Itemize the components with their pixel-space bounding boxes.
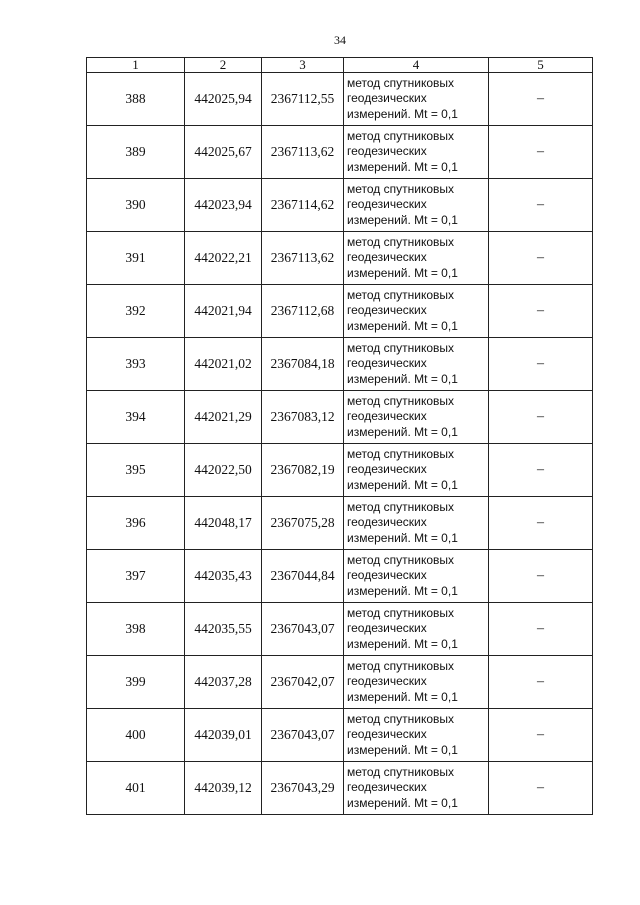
point-number-cell: 390 — [87, 179, 185, 232]
method-line: измерений. Mt = 0,1 — [347, 530, 458, 545]
x-coordinate-cell: 442035,55 — [185, 603, 262, 656]
note-cell: – — [489, 603, 593, 656]
method-line: геодезических — [347, 197, 427, 212]
method-line: геодезических — [347, 568, 427, 583]
point-number-cell: 401 — [87, 762, 185, 815]
method-line: геодезических — [347, 303, 427, 318]
method-line: геодезических — [347, 409, 427, 424]
table-body — [87, 73, 593, 815]
y-coordinate-cell: 2367113,62 — [262, 126, 344, 179]
method-line: метод спутниковых — [347, 181, 455, 196]
method-line: метод спутниковых — [347, 552, 455, 567]
method-line: геодезических — [347, 144, 427, 159]
method-line: измерений. Mt = 0,1 — [347, 477, 458, 492]
note-cell: – — [489, 709, 593, 762]
header-col-3: 3 — [262, 58, 344, 73]
method-line: геодезических — [347, 462, 427, 477]
method-line: измерений. Mt = 0,1 — [347, 742, 458, 757]
method-line: метод спутниковых — [347, 446, 455, 461]
table-header — [87, 58, 593, 73]
method-cell — [344, 656, 489, 709]
table-row — [87, 497, 593, 550]
method-line: метод спутниковых — [347, 605, 455, 620]
method-line: измерений. Mt = 0,1 — [347, 106, 458, 121]
header-col-5: 5 — [489, 58, 593, 73]
table-row — [87, 603, 593, 656]
note-cell: – — [489, 126, 593, 179]
y-coordinate-cell: 2367084,18 — [262, 338, 344, 391]
method-cell — [344, 285, 489, 338]
note-cell: – — [489, 656, 593, 709]
point-number-cell: 393 — [87, 338, 185, 391]
method-line: метод спутниковых — [347, 128, 455, 143]
y-coordinate-cell: 2367075,28 — [262, 497, 344, 550]
table-row — [87, 762, 593, 815]
method-line: измерений. Mt = 0,1 — [347, 371, 458, 386]
y-coordinate-cell: 2367042,07 — [262, 656, 344, 709]
table-row — [87, 550, 593, 603]
method-line: геодезических — [347, 621, 427, 636]
method-cell — [344, 391, 489, 444]
method-cell — [344, 232, 489, 285]
method-line: измерений. Mt = 0,1 — [347, 318, 458, 333]
note-cell: – — [489, 338, 593, 391]
note-cell: – — [489, 444, 593, 497]
method-line: метод спутниковых — [347, 287, 455, 302]
header-col-1: 1 — [87, 58, 185, 73]
page-number: 34 — [334, 33, 346, 47]
x-coordinate-cell: 442021,02 — [185, 338, 262, 391]
method-line: метод спутниковых — [347, 234, 455, 249]
point-number-cell: 396 — [87, 497, 185, 550]
method-line: геодезических — [347, 727, 427, 742]
note-cell: – — [489, 497, 593, 550]
point-number-cell: 391 — [87, 232, 185, 285]
y-coordinate-cell: 2367112,55 — [262, 73, 344, 126]
y-coordinate-cell: 2367043,07 — [262, 603, 344, 656]
table-row — [87, 391, 593, 444]
table-row — [87, 232, 593, 285]
x-coordinate-cell: 442022,21 — [185, 232, 262, 285]
method-line: метод спутниковых — [347, 711, 455, 726]
coordinates-table — [86, 57, 593, 815]
table-row — [87, 73, 593, 126]
method-cell — [344, 179, 489, 232]
method-line: геодезических — [347, 515, 427, 530]
method-line: измерений. Mt = 0,1 — [347, 636, 458, 651]
note-cell: – — [489, 179, 593, 232]
method-line: геодезических — [347, 91, 427, 106]
method-cell — [344, 497, 489, 550]
x-coordinate-cell: 442021,94 — [185, 285, 262, 338]
x-coordinate-cell: 442048,17 — [185, 497, 262, 550]
method-line: геодезических — [347, 356, 427, 371]
point-number-cell: 394 — [87, 391, 185, 444]
note-cell: – — [489, 391, 593, 444]
method-line: метод спутниковых — [347, 764, 455, 779]
x-coordinate-cell: 442025,67 — [185, 126, 262, 179]
y-coordinate-cell: 2367083,12 — [262, 391, 344, 444]
method-line: измерений. Mt = 0,1 — [347, 583, 458, 598]
point-number-cell: 392 — [87, 285, 185, 338]
note-cell: – — [489, 762, 593, 815]
method-cell — [344, 444, 489, 497]
table-row — [87, 709, 593, 762]
table-row — [87, 179, 593, 232]
method-line: геодезических — [347, 250, 427, 265]
method-line: измерений. Mt = 0,1 — [347, 265, 458, 280]
point-number-cell: 395 — [87, 444, 185, 497]
x-coordinate-cell: 442039,01 — [185, 709, 262, 762]
point-number-cell: 397 — [87, 550, 185, 603]
y-coordinate-cell: 2367044,84 — [262, 550, 344, 603]
method-line: метод спутниковых — [347, 393, 455, 408]
x-coordinate-cell: 442023,94 — [185, 179, 262, 232]
method-cell — [344, 73, 489, 126]
x-coordinate-cell: 442021,29 — [185, 391, 262, 444]
method-cell — [344, 550, 489, 603]
method-cell — [344, 126, 489, 179]
method-cell — [344, 338, 489, 391]
header-col-4: 4 — [344, 58, 489, 73]
y-coordinate-cell: 2367112,68 — [262, 285, 344, 338]
method-line: измерений. Mt = 0,1 — [347, 795, 458, 810]
table-row — [87, 126, 593, 179]
point-number-cell: 389 — [87, 126, 185, 179]
table-row — [87, 285, 593, 338]
method-cell — [344, 603, 489, 656]
x-coordinate-cell: 442025,94 — [185, 73, 262, 126]
header-row — [87, 58, 593, 73]
x-coordinate-cell: 442037,28 — [185, 656, 262, 709]
x-coordinate-cell: 442039,12 — [185, 762, 262, 815]
table-row — [87, 656, 593, 709]
note-cell: – — [489, 285, 593, 338]
method-line: измерений. Mt = 0,1 — [347, 424, 458, 439]
note-cell: – — [489, 550, 593, 603]
method-cell — [344, 709, 489, 762]
x-coordinate-cell: 442022,50 — [185, 444, 262, 497]
method-line: измерений. Mt = 0,1 — [347, 159, 458, 174]
point-number-cell: 399 — [87, 656, 185, 709]
y-coordinate-cell: 2367043,07 — [262, 709, 344, 762]
point-number-cell: 388 — [87, 73, 185, 126]
note-cell: – — [489, 232, 593, 285]
method-line: геодезических — [347, 674, 427, 689]
y-coordinate-cell: 2367082,19 — [262, 444, 344, 497]
y-coordinate-cell: 2367113,62 — [262, 232, 344, 285]
method-line: метод спутниковых — [347, 658, 455, 673]
method-line: измерений. Mt = 0,1 — [347, 212, 458, 227]
method-line: метод спутниковых — [347, 75, 455, 90]
y-coordinate-cell: 2367114,62 — [262, 179, 344, 232]
y-coordinate-cell: 2367043,29 — [262, 762, 344, 815]
method-line: измерений. Mt = 0,1 — [347, 689, 458, 704]
method-line: метод спутниковых — [347, 499, 455, 514]
table-row — [87, 444, 593, 497]
method-cell — [344, 762, 489, 815]
method-line: геодезических — [347, 780, 427, 795]
point-number-cell: 398 — [87, 603, 185, 656]
x-coordinate-cell: 442035,43 — [185, 550, 262, 603]
point-number-cell: 400 — [87, 709, 185, 762]
header-col-2: 2 — [185, 58, 262, 73]
table-row — [87, 338, 593, 391]
method-line: метод спутниковых — [347, 340, 455, 355]
note-cell: – — [489, 73, 593, 126]
